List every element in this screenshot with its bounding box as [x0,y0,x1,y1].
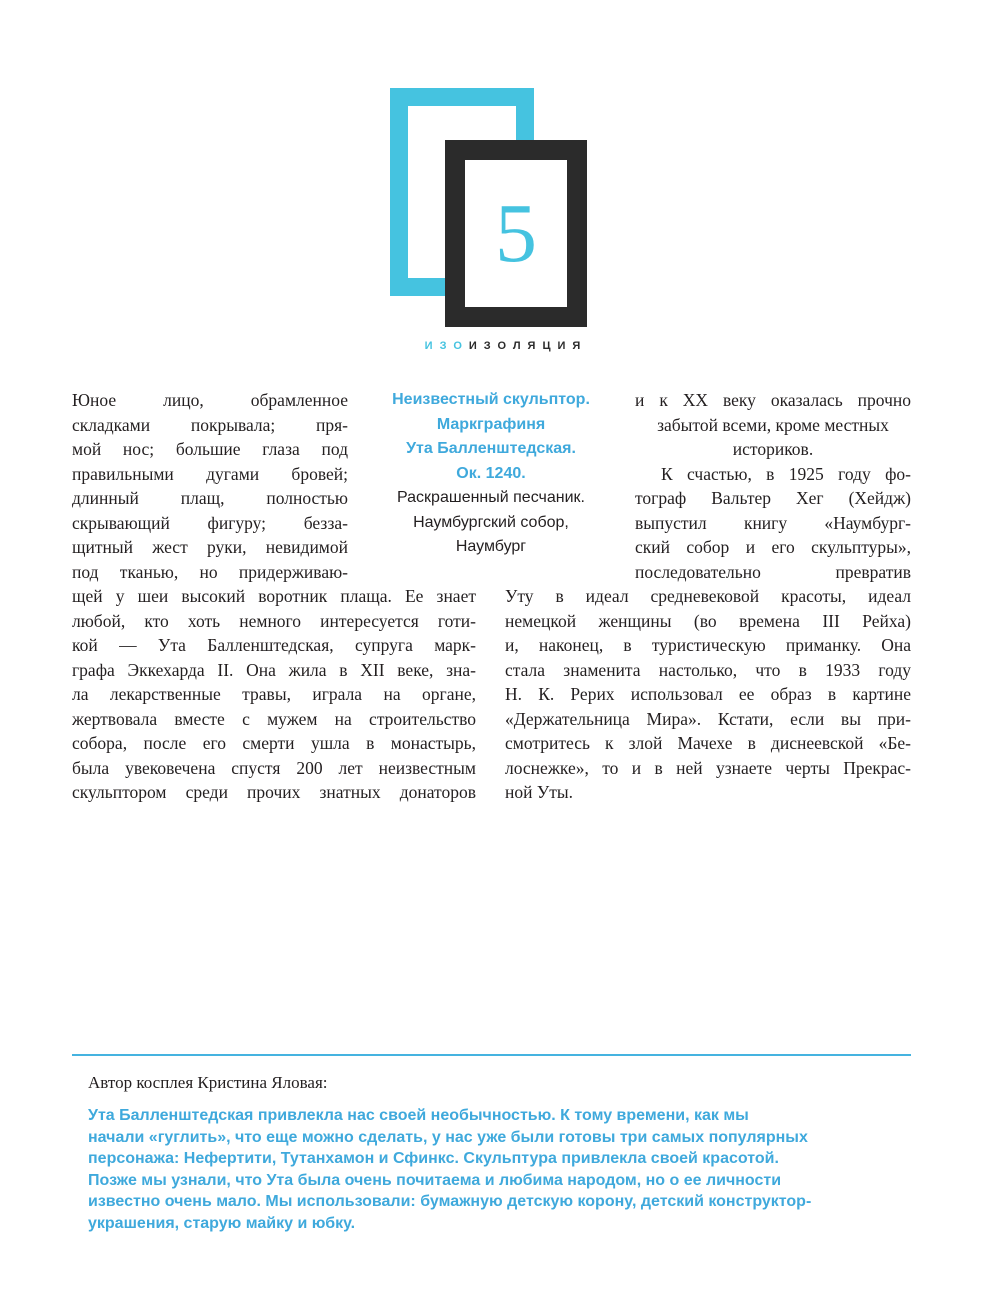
text-line: ский собор и его скульптуры», [635,537,911,557]
section-divider [72,1054,911,1056]
text-line: тограф Вальтер Хег (Хейдж) [635,488,911,508]
quote-line: известно очень мало. Мы использовали: бумажную детскую корону, детский конструктор- [88,1193,812,1210]
text-line: и, наконец, в туристическую приманку. Она [505,635,911,655]
quote-line: Позже мы узнали, что Ута была очень почитаема и любима народом, но о ее личности [88,1171,782,1189]
bottom-right-column [505,584,911,805]
text-line: смотритесь к злой Мачехе в диснеевской «Бе- [505,733,911,753]
text-line: Уту в идеал средневековой красоты, идеал [505,586,911,606]
text-line: любой, кто хоть немного интересуется готи- [72,610,476,631]
text-line: ла лекарственные травы, играла на органе, [72,684,476,704]
text-line: скульптором среди прочих знатных донаторов [72,782,476,802]
text-line: скрывающий фигуру; безза- [72,512,348,533]
brand-part-2: ИЗОЛЯЦИЯ [468,340,588,352]
text-line: Н. К. Рерих использовал ее образ в картине [505,684,911,704]
caption-title [370,388,612,486]
author-quote [88,1105,918,1234]
issue-logo [390,88,590,358]
right-column [635,388,911,584]
text-line: стала знаменита настолько, что в 1933 году [505,659,911,680]
text-line: кой — Ута Балленштедская, супруга марк- [72,635,476,655]
quote-line: украшения, старую майку и юбку. [88,1214,356,1232]
text-line: под тканью, но придерживаю- [72,561,348,582]
text-line: щей у шеи высокий воротник плаща. Ее знает [72,586,476,606]
caption-title-line: Неизвестный скульптор. [392,391,590,408]
caption-body-line: Наумбург [455,538,527,555]
text-line: длинный плащ, полностью [72,488,348,508]
caption-title-line: Ута Балленштедская. [406,440,576,457]
text-line: выпустил книгу «Наумбург- [635,512,911,533]
issue-number: 5 [495,186,537,280]
text-line: К счастью, в 1925 году фо- [661,463,911,484]
text-line: и к XX веку оказалась прочно [635,390,911,410]
quote-line: персонажа: Нефертити, Тутанхамон и Сфинкс. Скульптура привлекла своей красотой. [88,1150,779,1167]
text-line: немецкой женщины (во времена III Рейха) [505,610,911,631]
artwork-caption [370,388,612,560]
text-line: лоснежке», то и в ней узнаете черты Прекрас- [505,757,911,778]
caption-title-line: Ок. 1240. [456,464,526,482]
text-line: «Держательница Мира». Кстати, если вы при- [505,708,911,729]
text-line: собора, после его смерти ушла в монастырь, [72,733,476,753]
caption-body-line: Раскрашенный песчаник. [397,489,585,506]
text-line: правильными дугами бровей; [72,463,348,484]
text-line: жертвовала вместе с мужем на строительство [72,708,476,729]
caption-body [370,486,612,560]
quote-line: начали «гуглить», что еще можно сделать, у нас уже были готовы три самых популярных [88,1128,808,1146]
text-line: была увековечена спустя 200 лет неизвестным [72,757,476,778]
text-line: историков. [732,439,814,459]
left-column [72,388,348,584]
brand-part-1: ИЗО [424,340,469,352]
text-line: последовательно превратив [635,561,911,582]
quote-line: Ута Балленштедская привлекла нас своей необычностью. К тому времени, как мы [88,1107,749,1124]
brand-wordmark [422,340,590,352]
text-line: Юное лицо, обрамленное [72,390,348,410]
text-line: складками покрывала; пря- [72,414,348,435]
text-line: забытой всеми, кроме местных [657,414,889,435]
text-line: ной Уты. [505,782,574,802]
cosplay-author: Автор косплея Кристина Яловая: [88,1073,328,1092]
caption-title-line: Маркграфиня [436,415,546,433]
text-line: мой нос; большие глаза под [72,439,348,459]
caption-body-line: Наумбургский собор, [413,513,569,531]
bottom-left-column [72,584,476,805]
text-line: графа Эккехарда II. Она жила в XII веке, зна- [72,659,476,680]
text-line: щитный жест руки, невидимой [72,537,348,557]
logo-dark-frame [445,140,587,327]
